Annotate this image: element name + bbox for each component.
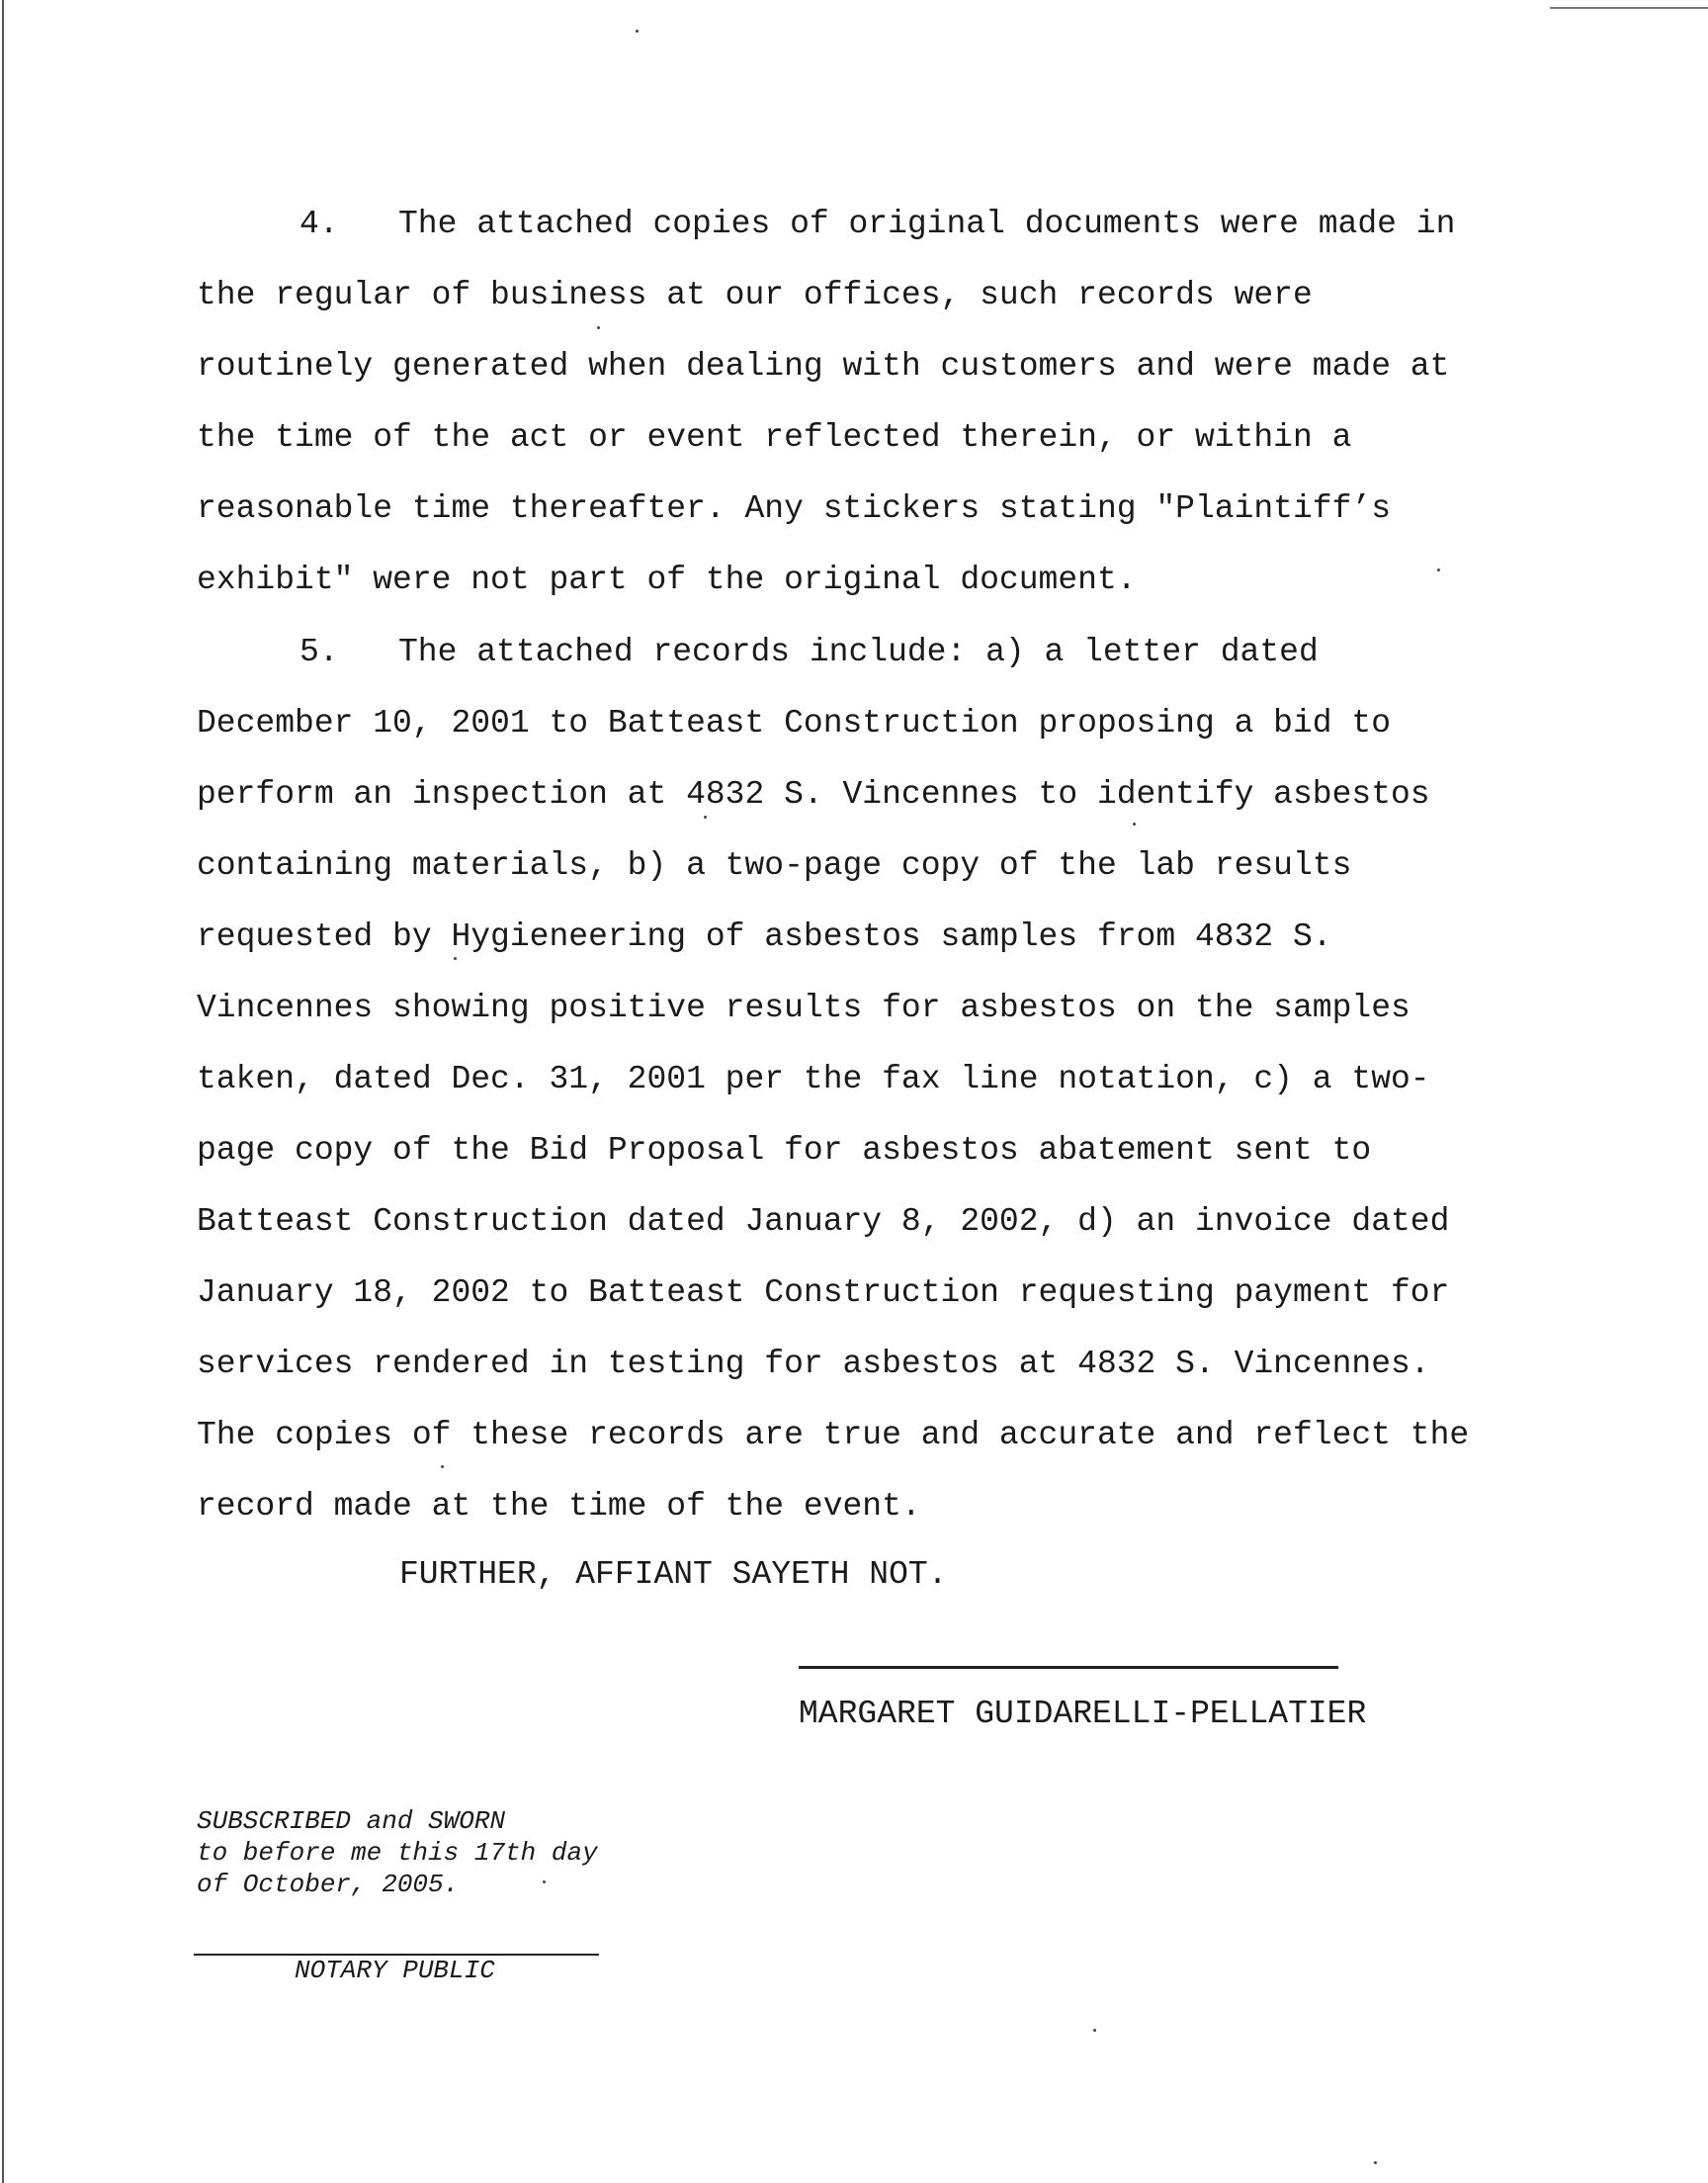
paragraph-line: page copy of the Bid Proposal for asbestos abatement sent to [197,1132,1372,1169]
paragraph-line: the time of the act or event reflected therein, or within a [197,419,1352,456]
scan-speck [636,30,639,33]
scan-speck [704,816,707,819]
paragraph-line: the regular of business at our offices, such records were [197,277,1313,313]
signer-name: MARGARET GUIDARELLI-PELLATIER [799,1696,1367,1732]
scan-speck [441,1465,444,1468]
jurat-line: SUBSCRIBED and SWORN [197,1806,506,1836]
paragraph-line: requested by Hygieneering of asbestos samples from 4832 S. [197,918,1332,955]
paragraph-number: 5. [299,634,339,670]
scan-speck [543,1880,546,1883]
closing-statement: FURTHER, AFFIANT SAYETH NOT. [399,1556,948,1593]
paragraph-line: routinely generated when dealing with customers and were made at [197,348,1450,385]
scan-speck [1374,2161,1377,2164]
paragraph-line: The copies of these records are true and accurate and reflect the [197,1417,1470,1453]
paragraph-number: 4. [299,206,339,242]
paragraph-line: record made at the time of the event. [197,1488,921,1525]
paragraph-line: reasonable time thereafter. Any stickers stating "Plaintiff’s [197,490,1391,527]
paragraph-line: exhibit" were not part of the original document. [197,562,1137,598]
paragraph-line: The attached records include: a) a letter dated [398,634,1319,670]
paragraph-line: Batteast Construction dated January 8, 2002, d) an invoice dated [197,1203,1450,1240]
paragraph-line: taken, dated Dec. 31, 2001 per the fax line notation, c) a two- [197,1061,1430,1097]
scan-speck [597,326,600,329]
top-right-rule [1550,7,1708,9]
paragraph-line: December 10, 2001 to Batteast Construction proposing a bid to [197,705,1391,742]
signature-line [799,1666,1338,1669]
paragraph-line: The attached copies of original documents were made in [398,206,1456,242]
left-margin-rule [2,0,4,2183]
scan-speck [454,957,457,960]
paragraph-line: containing materials, b) a two-page copy of the lab results [197,847,1352,884]
notary-label: NOTARY PUBLIC [295,1956,495,1985]
scan-speck [1093,2029,1096,2032]
scan-speck [1437,568,1440,571]
paragraph-line: January 18, 2002 to Batteast Construction requesting payment for [197,1274,1450,1311]
paragraph-line: services rendered in testing for asbestos at 4832 S. Vincennes. [197,1346,1430,1382]
jurat-line: of October, 2005. [197,1870,460,1899]
jurat-line: to before me this 17th day [197,1838,598,1868]
paragraph-line: Vincennes showing positive results for asbestos on the samples [197,990,1410,1026]
scan-speck [1133,823,1136,826]
paragraph-line: perform an inspection at 4832 S. Vincennes to identify asbestos [197,776,1430,813]
